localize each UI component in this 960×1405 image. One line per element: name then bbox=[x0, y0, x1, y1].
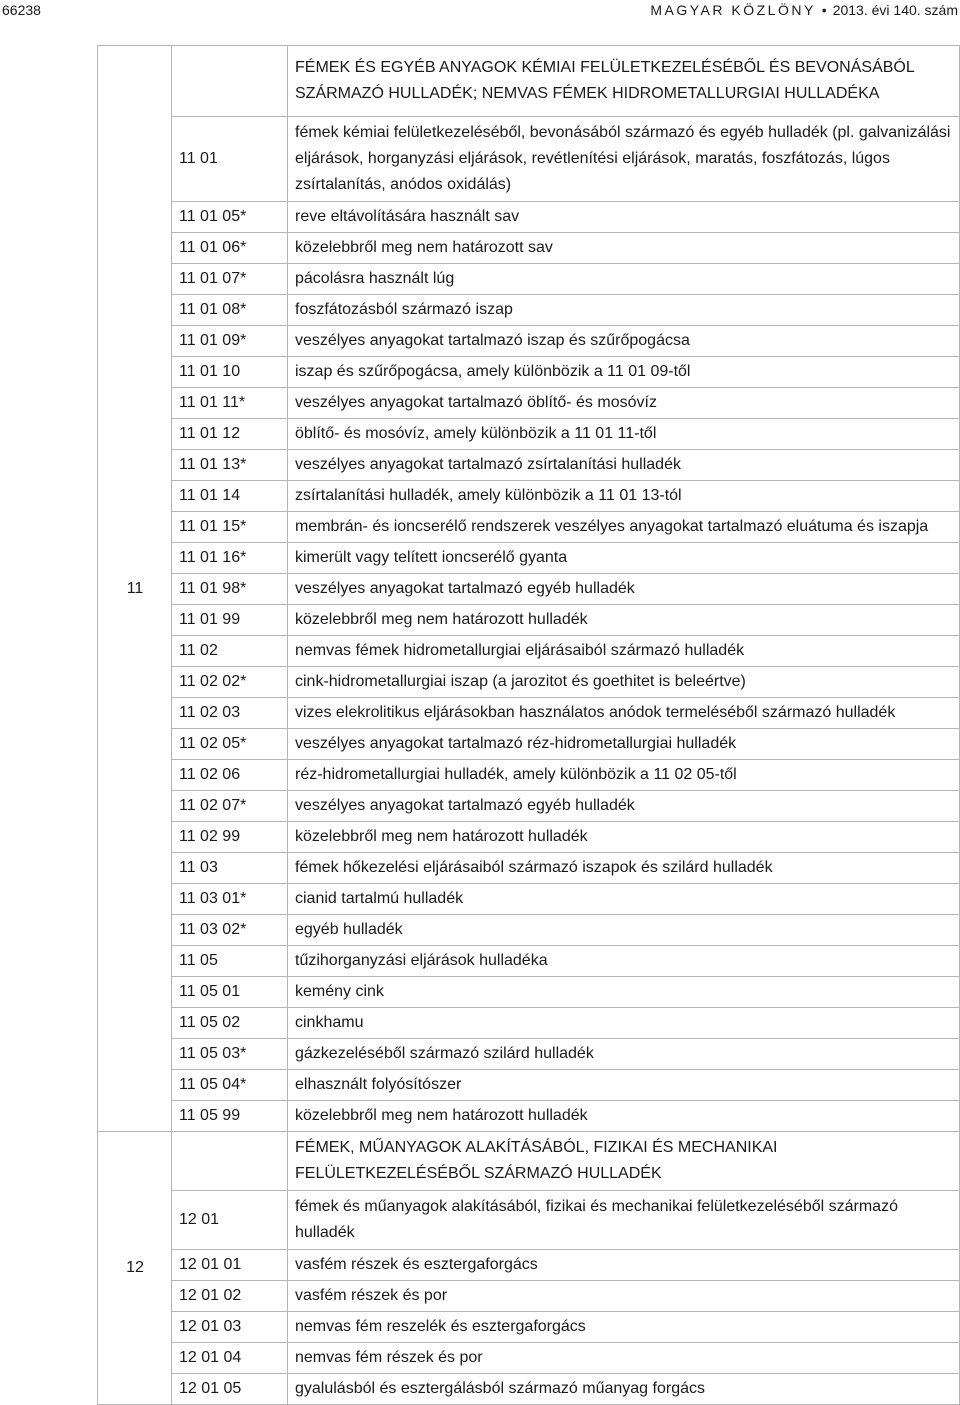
waste-code: 11 02 02* bbox=[172, 667, 288, 698]
table-row bbox=[98, 512, 960, 543]
waste-code: 11 02 06 bbox=[172, 760, 288, 791]
waste-code: 11 05 bbox=[172, 946, 288, 977]
table-row bbox=[98, 388, 960, 419]
table-row bbox=[98, 1039, 960, 1070]
table-row bbox=[98, 295, 960, 326]
waste-description: veszélyes anyagokat tartalmazó iszap és szűrőpogácsa bbox=[288, 326, 960, 357]
waste-description: nemvas fémek hidrometallurgiai eljárásaiból származó hulladék bbox=[288, 636, 960, 667]
chapter-row bbox=[98, 46, 960, 117]
table-row bbox=[98, 1191, 960, 1250]
table-row bbox=[98, 1070, 960, 1101]
table-row bbox=[98, 233, 960, 264]
table-row bbox=[98, 667, 960, 698]
page-number: 66238 bbox=[2, 2, 41, 18]
waste-code: 12 01 02 bbox=[172, 1281, 288, 1312]
waste-code-table bbox=[97, 45, 960, 1405]
table-row bbox=[98, 915, 960, 946]
table-row bbox=[98, 117, 960, 202]
waste-code: 11 01 07* bbox=[172, 264, 288, 295]
waste-code: 12 01 bbox=[172, 1191, 288, 1250]
table-row bbox=[98, 1008, 960, 1039]
waste-description: közelebbről meg nem határozott hulladék bbox=[288, 822, 960, 853]
waste-code: 11 01 12 bbox=[172, 419, 288, 450]
table-row bbox=[98, 1101, 960, 1132]
waste-description: cinkhamu bbox=[288, 1008, 960, 1039]
waste-description: membrán- és ioncserélő rendszerek veszélyes anyagokat tartalmazó eluátuma és iszapja bbox=[288, 512, 960, 543]
table-row bbox=[98, 1374, 960, 1405]
waste-description: réz-hidrometallurgiai hulladék, amely különbözik a 11 02 05-től bbox=[288, 760, 960, 791]
table-row bbox=[98, 698, 960, 729]
waste-description: veszélyes anyagokat tartalmazó zsírtalanítási hulladék bbox=[288, 450, 960, 481]
waste-code: 11 01 14 bbox=[172, 481, 288, 512]
chapter-code-cell bbox=[172, 1132, 288, 1191]
waste-code: 11 05 04* bbox=[172, 1070, 288, 1101]
table-row bbox=[98, 1312, 960, 1343]
waste-description: öblítő- és mosóvíz, amely különbözik a 11 01 11-től bbox=[288, 419, 960, 450]
table-row bbox=[98, 636, 960, 667]
issue-label: 2013. évi 140. szám bbox=[832, 2, 958, 18]
waste-description: tűzihorganyzási eljárások hulladéka bbox=[288, 946, 960, 977]
chapter-title: FÉMEK, MŰANYAGOK ALAKÍTÁSÁBÓL, FIZIKAI ÉS MECHANIKAI FELÜLETKEZELÉSÉBŐL SZÁRMAZÓ HULLADÉK bbox=[288, 1132, 960, 1191]
journal-title: MAGYAR KÖZLÖNY bbox=[650, 2, 816, 18]
waste-code: 11 05 01 bbox=[172, 977, 288, 1008]
waste-description: vasfém részek és esztergaforgács bbox=[288, 1250, 960, 1281]
waste-code: 11 01 09* bbox=[172, 326, 288, 357]
table-row bbox=[98, 326, 960, 357]
waste-description: iszap és szűrőpogácsa, amely különbözik a 11 01 09-től bbox=[288, 357, 960, 388]
table-row bbox=[98, 357, 960, 388]
waste-code: 12 01 01 bbox=[172, 1250, 288, 1281]
waste-code: 11 01 99 bbox=[172, 605, 288, 636]
waste-description: veszélyes anyagokat tartalmazó egyéb hulladék bbox=[288, 574, 960, 605]
waste-code: 11 01 08* bbox=[172, 295, 288, 326]
waste-code: 11 01 10 bbox=[172, 357, 288, 388]
waste-code: 12 01 03 bbox=[172, 1312, 288, 1343]
waste-description: cianid tartalmú hulladék bbox=[288, 884, 960, 915]
waste-description: vasfém részek és por bbox=[288, 1281, 960, 1312]
table-row bbox=[98, 264, 960, 295]
table-row bbox=[98, 791, 960, 822]
table-row bbox=[98, 543, 960, 574]
table-row bbox=[98, 202, 960, 233]
table-row bbox=[98, 1343, 960, 1374]
waste-description: nemvas fém részek és por bbox=[288, 1343, 960, 1374]
table-row bbox=[98, 1281, 960, 1312]
waste-description: kimerült vagy telített ioncserélő gyanta bbox=[288, 543, 960, 574]
page-header bbox=[0, 0, 960, 36]
table-row bbox=[98, 729, 960, 760]
waste-description: zsírtalanítási hulladék, amely különbözik a 11 01 13-tól bbox=[288, 481, 960, 512]
waste-code: 11 01 11* bbox=[172, 388, 288, 419]
waste-description: reve eltávolítására használt sav bbox=[288, 202, 960, 233]
chapter-title: FÉMEK ÉS EGYÉB ANYAGOK KÉMIAI FELÜLETKEZELÉSÉBŐL ÉS BEVONÁSÁBÓL SZÁRMAZÓ HULLADÉK; NEMVAS FÉMEK HIDROMETALLURGIAI HULLADÉKA bbox=[288, 46, 960, 117]
waste-description: fémek hőkezelési eljárásaiból származó iszapok és szilárd hulladék bbox=[288, 853, 960, 884]
waste-code: 11 01 06* bbox=[172, 233, 288, 264]
waste-code: 11 02 99 bbox=[172, 822, 288, 853]
table-row bbox=[98, 419, 960, 450]
waste-code: 11 01 bbox=[172, 117, 288, 202]
waste-code: 12 01 05 bbox=[172, 1374, 288, 1405]
waste-code: 11 01 98* bbox=[172, 574, 288, 605]
table-body bbox=[98, 46, 960, 1405]
waste-description: fémek kémiai felületkezeléséből, bevonásából származó és egyéb hulladék (pl. galvanizálási eljárások, horganyzási eljárások, revétlenítési eljárások, maratás, foszfátozás, lúgos zsírtalanítás, anódos oxidálás) bbox=[288, 117, 960, 202]
waste-description: fémek és műanyagok alakításából, fizikai és mechanikai felületkezeléséből származó hulladék bbox=[288, 1191, 960, 1250]
waste-description: gyalulásból és esztergálásból származó műanyag forgács bbox=[288, 1374, 960, 1405]
waste-code: 11 02 bbox=[172, 636, 288, 667]
table-row bbox=[98, 450, 960, 481]
table-row bbox=[98, 884, 960, 915]
waste-description: veszélyes anyagokat tartalmazó réz-hidrometallurgiai hulladék bbox=[288, 729, 960, 760]
waste-description: közelebbről meg nem határozott sav bbox=[288, 233, 960, 264]
chapter-row bbox=[98, 1132, 960, 1191]
waste-description: cink-hidrometallurgiai iszap (a jarozitot és goethitet is beleértve) bbox=[288, 667, 960, 698]
waste-code: 11 01 16* bbox=[172, 543, 288, 574]
table-row bbox=[98, 822, 960, 853]
waste-description: vizes elekrolitikus eljárásokban használatos anódok termeléséből származó hulladék bbox=[288, 698, 960, 729]
waste-code: 11 03 01* bbox=[172, 884, 288, 915]
waste-description: egyéb hulladék bbox=[288, 915, 960, 946]
table-row bbox=[98, 760, 960, 791]
waste-description: közelebbről meg nem határozott hulladék bbox=[288, 605, 960, 636]
bullet-separator: • bbox=[821, 2, 827, 18]
waste-code: 11 02 07* bbox=[172, 791, 288, 822]
waste-description: veszélyes anyagokat tartalmazó egyéb hulladék bbox=[288, 791, 960, 822]
waste-code: 11 02 03 bbox=[172, 698, 288, 729]
waste-code: 11 03 bbox=[172, 853, 288, 884]
table-row bbox=[98, 481, 960, 512]
waste-code: 12 01 04 bbox=[172, 1343, 288, 1374]
waste-code: 11 05 03* bbox=[172, 1039, 288, 1070]
waste-code: 11 01 05* bbox=[172, 202, 288, 233]
table-row bbox=[98, 853, 960, 884]
chapter-code-cell bbox=[172, 46, 288, 117]
table-row bbox=[98, 1250, 960, 1281]
table-row bbox=[98, 574, 960, 605]
waste-code: 11 01 15* bbox=[172, 512, 288, 543]
waste-description: közelebbről meg nem határozott hulladék bbox=[288, 1101, 960, 1132]
waste-code: 11 05 02 bbox=[172, 1008, 288, 1039]
table-row bbox=[98, 977, 960, 1008]
chapter-number: 12 bbox=[98, 1132, 172, 1405]
table-row bbox=[98, 946, 960, 977]
table-row bbox=[98, 605, 960, 636]
waste-description: veszélyes anyagokat tartalmazó öblítő- és mosóvíz bbox=[288, 388, 960, 419]
waste-description: kemény cink bbox=[288, 977, 960, 1008]
waste-code: 11 01 13* bbox=[172, 450, 288, 481]
waste-description: pácolásra használt lúg bbox=[288, 264, 960, 295]
waste-description: gázkezeléséből származó szilárd hulladék bbox=[288, 1039, 960, 1070]
waste-description: nemvas fém reszelék és esztergaforgács bbox=[288, 1312, 960, 1343]
waste-description: elhasznált folyósítószer bbox=[288, 1070, 960, 1101]
waste-code: 11 03 02* bbox=[172, 915, 288, 946]
waste-code: 11 02 05* bbox=[172, 729, 288, 760]
waste-description: foszfátozásból származó iszap bbox=[288, 295, 960, 326]
header-publication bbox=[650, 1, 958, 19]
waste-code: 11 05 99 bbox=[172, 1101, 288, 1132]
chapter-number: 11 bbox=[98, 46, 172, 1132]
